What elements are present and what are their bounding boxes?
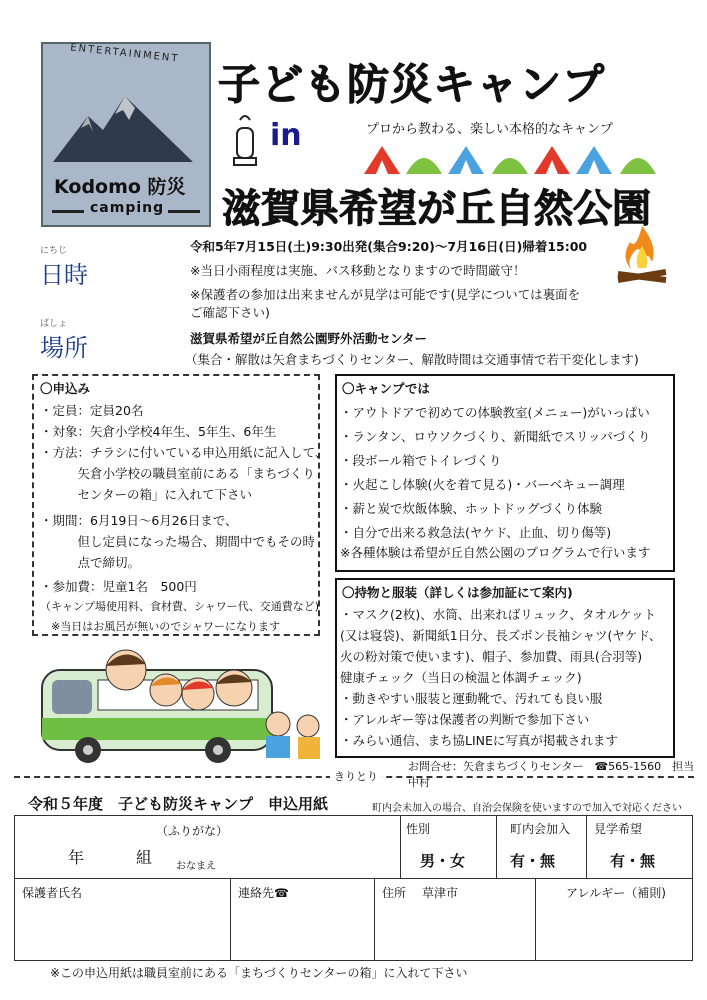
child-name-field[interactable]: [200, 835, 390, 873]
logo-word: Kodomo 防災: [54, 176, 186, 198]
form-col-divider: [230, 878, 231, 961]
address-value: 草津市: [422, 886, 459, 900]
venue-title: 滋賀県希望が丘自然公園: [222, 187, 652, 232]
form-title: 令和５年度 子ども防災キャンプ 申込用紙: [28, 795, 329, 813]
guardian-field[interactable]: [22, 902, 222, 956]
grade-label: 年: [68, 848, 85, 867]
place-note: （集合・解散は矢倉まちづくりセンター、解散時間は交通事情で若干変化します): [185, 352, 639, 367]
guardian-label: 保護者氏名: [22, 886, 83, 900]
class-label: 組: [136, 848, 153, 867]
apply-list: [40, 402, 327, 636]
camp-line: ・火起こし体験(火を着て見る)・バーベキュー調理: [340, 477, 625, 492]
allergy-label: アレルギー（補則): [566, 886, 666, 900]
camp-list: [340, 404, 650, 542]
cut-label: きりとり: [330, 768, 382, 784]
address-field[interactable]: [382, 902, 530, 956]
date-note-3: ご確認下さい): [190, 305, 270, 320]
tents-illustration: [362, 142, 662, 176]
bring-line: ・動きやすい服装と運動靴で、汚れても良い服: [340, 691, 603, 706]
bring-line: 火の粉対策で使います)、帽子、参加費、雨具(合羽等): [340, 649, 643, 664]
bring-line: ・みらい通信、まち協LINEに写真が掲載されます: [340, 733, 618, 748]
furigana-label: （ふりがな）: [156, 824, 229, 838]
apply-line: ・期間：6月19日～6月26日まで、: [40, 513, 238, 528]
form-col-divider: [374, 878, 375, 961]
chonaikai-label: 町内会加入: [510, 822, 571, 836]
form-row-divider: [14, 878, 693, 879]
apply-line: 矢倉小学校の職員室前にある「まちづくり: [40, 466, 315, 481]
place-heading: 場所: [40, 334, 88, 362]
logo-line-left: [52, 210, 84, 213]
apply-line: ※当日はお風呂が無いのでシャワーになります: [40, 620, 280, 633]
date-note-2: ※保護者の参加は出来ませんが見学は可能です(見学については裏面を: [190, 287, 581, 302]
bring-line: ・マスク(2枚)、水筒、出来ればリュック、タオルケット: [340, 607, 656, 622]
apply-line: ・参加費：児童1名 500円: [40, 579, 197, 594]
camp-line: ・段ボール箱でトイレづくり: [340, 453, 502, 468]
lantern-icon: [228, 112, 262, 170]
in-label: in: [270, 118, 302, 153]
camp-note: ※各種体験は希望が丘自然公園のプログラムで行います: [340, 545, 651, 560]
date-heading: 日時: [40, 261, 88, 289]
apply-line: （キャンプ場使用料、食材費、シャワー代、交通費など): [40, 600, 320, 613]
date-note-1: ※当日小雨程度は実施、バス移動となりますので時間厳守！: [190, 263, 526, 278]
bring-list: [340, 606, 661, 750]
campfire-icon: [610, 222, 674, 284]
subtitle: プロから教わる、楽しい本格的なキャンプ: [366, 122, 614, 137]
kengaku-choice[interactable]: 有・無: [610, 852, 656, 870]
page-title: 子ども防災キャンプ: [218, 60, 606, 109]
place-ruby: ばしょ: [40, 319, 68, 329]
apply-line: ・方法：チラシに付いている申込用紙に記入して、: [40, 445, 328, 460]
bring-line: 健康チェック（当日の検温と体調チェック): [340, 670, 582, 685]
bring-line: ・アレルギー等は保護者の判断で参加下さい: [340, 712, 590, 727]
camp-line: ・自分で出来る救急法(ヤケド、止血、切り傷等): [340, 525, 612, 540]
camp-line: ・アウトドアで初めての体験教室(メニュー)がいっぱい: [340, 405, 650, 420]
form-col-divider: [586, 815, 587, 878]
logo-line-right: [168, 210, 200, 213]
kengaku-label: 見学希望: [594, 822, 643, 836]
bring-heading: 〇持物と服装（詳しくは参加証にて案内): [342, 585, 573, 600]
apply-line: ・対象：矢倉小学校4年生、5年生、6年生: [40, 424, 277, 439]
allergy-field[interactable]: [542, 902, 688, 956]
bus-illustration: [38, 640, 328, 768]
apply-line: 但し定員になった場合、期間中でもその時: [40, 534, 316, 549]
form-col-divider: [535, 878, 536, 961]
phone-field[interactable]: [238, 902, 368, 956]
chonaikai-choice[interactable]: 有・無: [510, 852, 556, 870]
contact-info: お問合せ：矢倉まちづくりセンター ☎565-1560 担当 中村: [408, 760, 706, 789]
child-name-label: おなまえ: [176, 861, 216, 872]
camp-line: ・薪と炭で炊飯体験、ホットドッグづくり体験: [340, 501, 603, 516]
camp-heading: 〇キャンプでは: [342, 381, 430, 396]
phone-label: 連絡先☎: [238, 886, 289, 900]
sex-choice[interactable]: 男・女: [420, 852, 466, 870]
apply-line: 点で締切。: [40, 555, 141, 570]
sex-label: 性別: [406, 822, 431, 836]
bring-line: (又は寝袋)、新聞紙1日分、長ズボン長袖シャツ(ヤケド、: [340, 628, 662, 643]
date-ruby: にちじ: [40, 246, 68, 256]
place-line: 滋賀県希望が丘自然公園野外活動センター: [190, 331, 428, 346]
form-footer: ※この申込用紙は職員室前にある「まちづくりセンターの箱」に入れて下さい: [50, 966, 468, 980]
form-col-divider: [496, 815, 497, 878]
apply-line: ・定員：定員20名: [40, 403, 144, 418]
apply-heading: 〇申込み: [40, 381, 91, 396]
apply-line: センターの箱」に入れて下さい: [40, 487, 253, 502]
address-label: 住所: [382, 886, 407, 900]
date-line: 令和5年7月15日(土)9:30出発(集合9:20)～7月16日(日)帰着15:00: [190, 239, 588, 254]
camp-line: ・ランタン、ロウソクづくり、新聞紙でスリッパづくり: [340, 429, 651, 444]
form-col-divider: [400, 815, 401, 878]
form-notice: 町内会未加入の場合、自治会保険を使いますので加入で対応ください: [372, 803, 682, 814]
logo-entertainment: ENTERTAINMENT: [69, 42, 180, 65]
logo-camping: camping: [90, 200, 165, 216]
